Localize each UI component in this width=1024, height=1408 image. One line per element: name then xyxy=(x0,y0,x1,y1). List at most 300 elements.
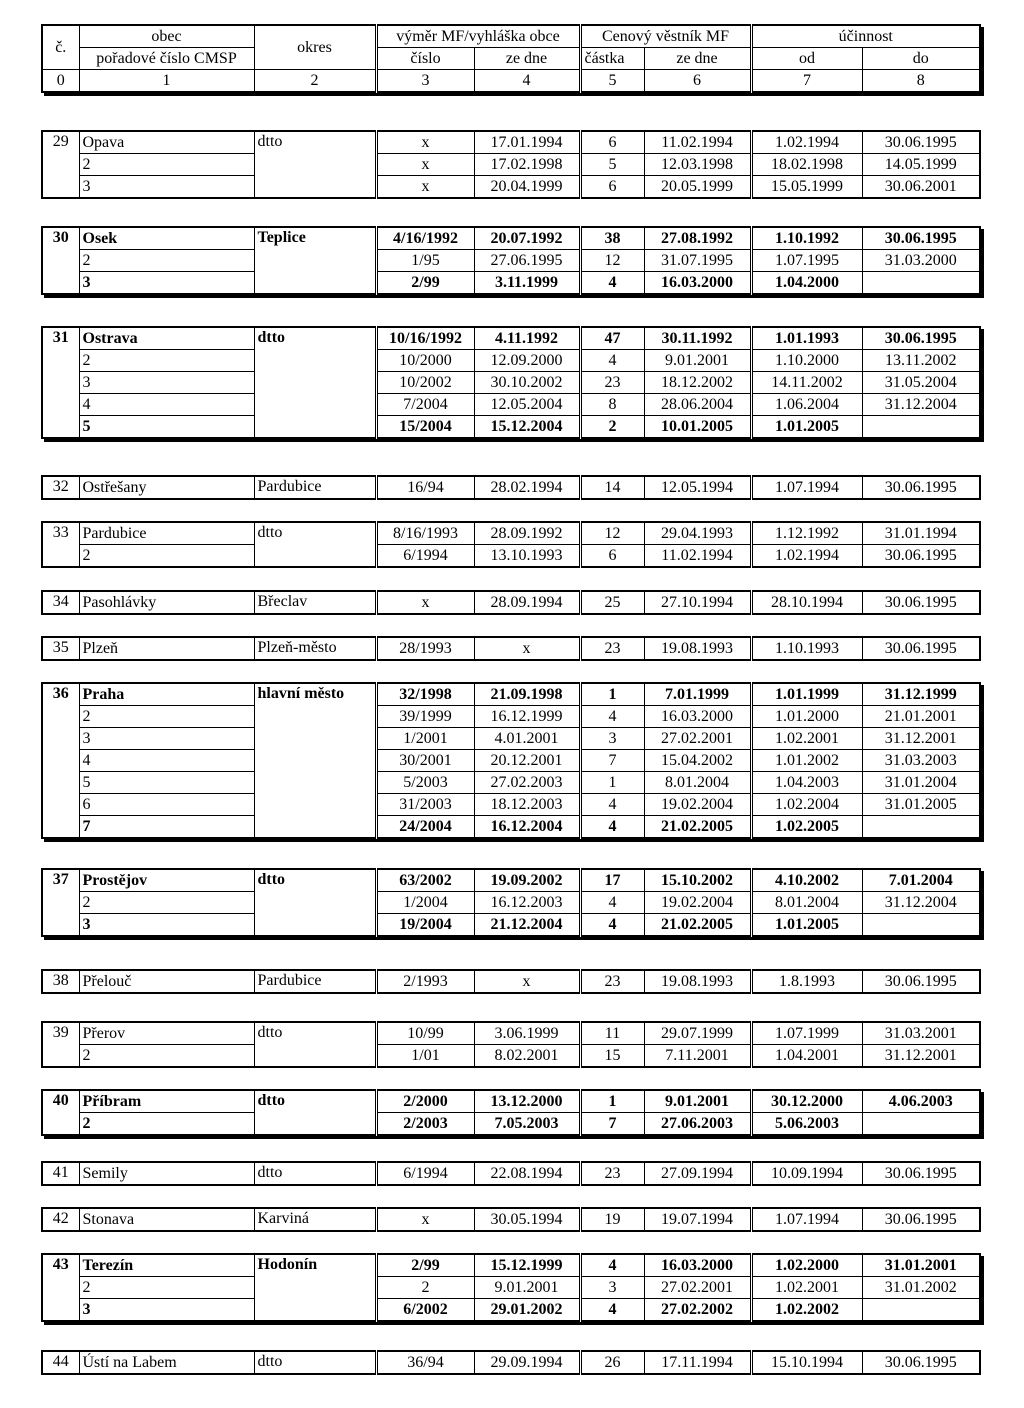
header-cenovy-vestnik: Cenový věstník MF xyxy=(580,25,751,48)
vestnik-ze-dne: 10.01.2005 xyxy=(644,416,751,439)
castka: 38 xyxy=(580,227,644,250)
record-group-41 xyxy=(41,1161,981,1186)
poradove-cislo: 2 xyxy=(79,154,254,176)
castka: 4 xyxy=(580,794,644,816)
ucinnost-do: 30.06.1995 xyxy=(862,545,980,568)
castka: 23 xyxy=(580,970,644,993)
vestnik-ze-dne: 19.07.1994 xyxy=(644,1208,751,1231)
record-number: 32 xyxy=(42,476,79,499)
table-row xyxy=(42,1254,980,1277)
castka: 23 xyxy=(580,637,644,660)
header-index: 5 xyxy=(580,70,644,93)
vymer-cislo: 8/16/1993 xyxy=(376,522,474,545)
castka: 26 xyxy=(580,1351,644,1374)
castka: 4 xyxy=(580,892,644,914)
record-number: 31 xyxy=(42,327,79,438)
okres-name: Hodonín xyxy=(254,1254,376,1321)
vestnik-ze-dne: 7.11.2001 xyxy=(644,1045,751,1068)
ucinnost-od: 28.10.1994 xyxy=(751,591,862,614)
header-vymer: výměr MF/vyhláška obce xyxy=(376,25,580,48)
vymer-ze-dne: 9.01.2001 xyxy=(474,1277,580,1299)
ucinnost-od: 1.02.1994 xyxy=(751,131,862,154)
ucinnost-od: 1.10.1992 xyxy=(751,227,862,250)
record-number: 41 xyxy=(42,1162,79,1185)
vymer-cislo: 10/99 xyxy=(376,1022,474,1045)
poradove-cislo: 7 xyxy=(79,816,254,839)
vymer-cislo: 7/2004 xyxy=(376,394,474,416)
poradove-cislo: 3 xyxy=(79,728,254,750)
ucinnost-od: 15.05.1999 xyxy=(751,176,862,199)
vymer-cislo: x xyxy=(376,131,474,154)
vestnik-ze-dne: 19.02.2004 xyxy=(644,794,751,816)
vestnik-ze-dne: 16.03.2000 xyxy=(644,1254,751,1277)
table-row xyxy=(42,1022,980,1045)
table-row xyxy=(42,176,980,199)
obec-name: Plzeň xyxy=(79,637,254,660)
obec-name: Terezín xyxy=(79,1254,254,1277)
table-row xyxy=(42,728,980,750)
obec-name: Přerov xyxy=(79,1022,254,1045)
table-row xyxy=(42,394,980,416)
castka: 8 xyxy=(580,394,644,416)
castka: 12 xyxy=(580,522,644,545)
record-number: 35 xyxy=(42,637,79,660)
ucinnost-od: 18.02.1998 xyxy=(751,154,862,176)
ucinnost-od: 1.01.2000 xyxy=(751,706,862,728)
ucinnost-do: 31.03.2003 xyxy=(862,750,980,772)
obec-name: Osek xyxy=(79,227,254,250)
poradove-cislo: 6 xyxy=(79,794,254,816)
vestnik-ze-dne: 19.02.2004 xyxy=(644,892,751,914)
vestnik-ze-dne: 12.05.1994 xyxy=(644,476,751,499)
ucinnost-od: 1.02.1994 xyxy=(751,545,862,568)
vymer-ze-dne: 13.12.2000 xyxy=(474,1090,580,1113)
castka: 1 xyxy=(580,1090,644,1113)
table-row xyxy=(42,227,980,250)
vymer-ze-dne: 22.08.1994 xyxy=(474,1162,580,1185)
vestnik-ze-dne: 21.02.2005 xyxy=(644,816,751,839)
castka: 11 xyxy=(580,1022,644,1045)
ucinnost-od: 5.06.2003 xyxy=(751,1113,862,1136)
header-ze-dne-vymer: ze dne xyxy=(474,48,580,70)
castka: 7 xyxy=(580,750,644,772)
table-row xyxy=(42,637,980,660)
header-poradove-cislo: pořadové číslo CMSP xyxy=(79,48,254,70)
table-row xyxy=(42,683,980,706)
ucinnost-do: 7.01.2004 xyxy=(862,869,980,892)
table-row xyxy=(42,416,980,439)
obec-name: Semily xyxy=(79,1162,254,1185)
ucinnost-od: 10.09.1994 xyxy=(751,1162,862,1185)
poradove-cislo: 2 xyxy=(79,1277,254,1299)
ucinnost-od: 1.07.1995 xyxy=(751,250,862,272)
poradove-cislo: 2 xyxy=(79,706,254,728)
ucinnost-od: 1.10.1993 xyxy=(751,637,862,660)
obec-name: Opava xyxy=(79,131,254,154)
table-row xyxy=(42,545,980,568)
table-row xyxy=(42,970,980,993)
okres-name: dtto xyxy=(254,522,376,567)
record-number: 29 xyxy=(42,131,79,198)
vestnik-ze-dne: 12.03.1998 xyxy=(644,154,751,176)
vestnik-ze-dne: 19.08.1993 xyxy=(644,970,751,993)
ucinnost-do: 31.03.2001 xyxy=(862,1022,980,1045)
ucinnost-do: 30.06.1995 xyxy=(862,327,980,350)
vestnik-ze-dne: 27.08.1992 xyxy=(644,227,751,250)
vymer-ze-dne: x xyxy=(474,970,580,993)
vymer-ze-dne: 16.12.1999 xyxy=(474,706,580,728)
castka: 23 xyxy=(580,1162,644,1185)
vestnik-ze-dne: 19.08.1993 xyxy=(644,637,751,660)
record-number: 33 xyxy=(42,522,79,567)
castka: 4 xyxy=(580,350,644,372)
vymer-ze-dne: 29.01.2002 xyxy=(474,1299,580,1322)
record-group-32 xyxy=(41,475,981,500)
vestnik-ze-dne: 15.04.2002 xyxy=(644,750,751,772)
record-group-30 xyxy=(41,226,981,295)
table-row xyxy=(42,750,980,772)
record-number: 38 xyxy=(42,970,79,993)
ucinnost-do: 30.06.1995 xyxy=(862,227,980,250)
vymer-ze-dne: 30.10.2002 xyxy=(474,372,580,394)
vymer-ze-dne: 16.12.2003 xyxy=(474,892,580,914)
castka: 2 xyxy=(580,416,644,439)
record-number: 44 xyxy=(42,1351,79,1374)
header-number: č. xyxy=(42,25,79,70)
table-row xyxy=(42,272,980,295)
header-index: 2 xyxy=(254,70,376,93)
ucinnost-od: 1.07.1994 xyxy=(751,1208,862,1231)
ucinnost-do: 31.01.2004 xyxy=(862,772,980,794)
header-ucinnost: účinnost xyxy=(751,25,980,48)
ucinnost-od: 1.01.2005 xyxy=(751,416,862,439)
obec-name: Praha xyxy=(79,683,254,706)
castka: 4 xyxy=(580,1254,644,1277)
record-group-35 xyxy=(41,636,981,661)
table-row xyxy=(42,794,980,816)
ucinnost-do xyxy=(862,1113,980,1136)
vymer-ze-dne: 12.09.2000 xyxy=(474,350,580,372)
poradove-cislo: 3 xyxy=(79,176,254,199)
vestnik-ze-dne: 15.10.2002 xyxy=(644,869,751,892)
vymer-cislo: 63/2002 xyxy=(376,869,474,892)
vymer-ze-dne: 30.05.1994 xyxy=(474,1208,580,1231)
vestnik-ze-dne: 11.02.1994 xyxy=(644,545,751,568)
castka: 5 xyxy=(580,154,644,176)
obec-name: Ostřešany xyxy=(79,476,254,499)
okres-name: dtto xyxy=(254,1090,376,1135)
okres-name: dtto xyxy=(254,1162,376,1185)
ucinnost-do xyxy=(862,1299,980,1322)
vestnik-ze-dne: 31.07.1995 xyxy=(644,250,751,272)
ucinnost-do: 13.11.2002 xyxy=(862,350,980,372)
vymer-ze-dne: 4.01.2001 xyxy=(474,728,580,750)
vestnik-ze-dne: 27.02.2001 xyxy=(644,1277,751,1299)
ucinnost-do xyxy=(862,272,980,295)
vymer-ze-dne: 20.04.1999 xyxy=(474,176,580,199)
record-number: 42 xyxy=(42,1208,79,1231)
vestnik-ze-dne: 16.03.2000 xyxy=(644,272,751,295)
vymer-ze-dne: 20.12.2001 xyxy=(474,750,580,772)
ucinnost-od: 1.01.1999 xyxy=(751,683,862,706)
vymer-ze-dne: 18.12.2003 xyxy=(474,794,580,816)
header-okres: okres xyxy=(254,25,376,70)
record-group-42 xyxy=(41,1207,981,1232)
okres-name: dtto xyxy=(254,327,376,438)
poradove-cislo: 2 xyxy=(79,1113,254,1136)
record-group-38 xyxy=(41,969,981,994)
vestnik-ze-dne: 27.06.2003 xyxy=(644,1113,751,1136)
vymer-cislo: 2/2000 xyxy=(376,1090,474,1113)
obec-name: Přelouč xyxy=(79,970,254,993)
ucinnost-do: 30.06.1995 xyxy=(862,1162,980,1185)
poradove-cislo: 3 xyxy=(79,372,254,394)
table-row xyxy=(42,1277,980,1299)
obec-name: Stonava xyxy=(79,1208,254,1231)
ucinnost-do: 31.12.2001 xyxy=(862,1045,980,1068)
record-number: 36 xyxy=(42,683,79,838)
okres-name: hlavní město xyxy=(254,683,376,838)
table-row xyxy=(42,250,980,272)
ucinnost-do: 30.06.1995 xyxy=(862,637,980,660)
record-group-34 xyxy=(41,590,981,615)
castka: 1 xyxy=(580,683,644,706)
ucinnost-do: 31.01.2005 xyxy=(862,794,980,816)
table-row xyxy=(42,914,980,937)
vestnik-ze-dne: 17.11.1994 xyxy=(644,1351,751,1374)
ucinnost-od: 1.07.1994 xyxy=(751,476,862,499)
vymer-ze-dne: 27.06.1995 xyxy=(474,250,580,272)
vymer-ze-dne: x xyxy=(474,637,580,660)
ucinnost-do: 4.06.2003 xyxy=(862,1090,980,1113)
ucinnost-do: 30.06.1995 xyxy=(862,1351,980,1374)
ucinnost-do: 30.06.1995 xyxy=(862,131,980,154)
vymer-ze-dne: 19.09.2002 xyxy=(474,869,580,892)
castka: 4 xyxy=(580,706,644,728)
vestnik-ze-dne: 11.02.1994 xyxy=(644,131,751,154)
table-row xyxy=(42,869,980,892)
ucinnost-od: 1.10.2000 xyxy=(751,350,862,372)
ucinnost-do: 31.12.2004 xyxy=(862,394,980,416)
obec-name: Pasohlávky xyxy=(79,591,254,614)
vymer-ze-dne: 17.02.1998 xyxy=(474,154,580,176)
ucinnost-do: 30.06.1995 xyxy=(862,476,980,499)
table-row xyxy=(42,350,980,372)
vymer-cislo: 1/2001 xyxy=(376,728,474,750)
vymer-cislo: 31/2003 xyxy=(376,794,474,816)
vymer-cislo: x xyxy=(376,591,474,614)
poradove-cislo: 3 xyxy=(79,1299,254,1322)
ucinnost-od: 1.02.2001 xyxy=(751,1277,862,1299)
header-castka: částka xyxy=(580,48,644,70)
vymer-ze-dne: 13.10.1993 xyxy=(474,545,580,568)
table-row xyxy=(42,1162,980,1185)
vymer-ze-dne: 28.02.1994 xyxy=(474,476,580,499)
header-table xyxy=(41,24,981,93)
poradove-cislo: 3 xyxy=(79,272,254,295)
okres-name: dtto xyxy=(254,1022,376,1067)
vymer-cislo: 19/2004 xyxy=(376,914,474,937)
vymer-ze-dne: 15.12.1999 xyxy=(474,1254,580,1277)
ucinnost-od: 15.10.1994 xyxy=(751,1351,862,1374)
record-number: 37 xyxy=(42,869,79,936)
table-row xyxy=(42,522,980,545)
poradove-cislo: 2 xyxy=(79,892,254,914)
vymer-cislo: 1/2004 xyxy=(376,892,474,914)
ucinnost-od: 1.12.1992 xyxy=(751,522,862,545)
castka: 6 xyxy=(580,545,644,568)
ucinnost-do: 31.01.1994 xyxy=(862,522,980,545)
table-row xyxy=(42,476,980,499)
vymer-cislo: 36/94 xyxy=(376,1351,474,1374)
castka: 4 xyxy=(580,272,644,295)
vestnik-ze-dne: 9.01.2001 xyxy=(644,350,751,372)
castka: 14 xyxy=(580,476,644,499)
vymer-cislo: 2 xyxy=(376,1277,474,1299)
record-group-39 xyxy=(41,1021,981,1068)
record-number: 34 xyxy=(42,591,79,614)
castka: 4 xyxy=(580,1299,644,1322)
vymer-ze-dne: 7.05.2003 xyxy=(474,1113,580,1136)
vymer-ze-dne: 27.02.2003 xyxy=(474,772,580,794)
table-row xyxy=(42,892,980,914)
ucinnost-do: 30.06.2001 xyxy=(862,176,980,199)
vymer-ze-dne: 16.12.2004 xyxy=(474,816,580,839)
vestnik-ze-dne: 27.02.2001 xyxy=(644,728,751,750)
header-index: 1 xyxy=(79,70,254,93)
poradove-cislo: 5 xyxy=(79,772,254,794)
vestnik-ze-dne: 27.10.1994 xyxy=(644,591,751,614)
ucinnost-od: 1.02.2000 xyxy=(751,1254,862,1277)
poradove-cislo: 3 xyxy=(79,914,254,937)
ucinnost-do: 21.01.2001 xyxy=(862,706,980,728)
ucinnost-od: 14.11.2002 xyxy=(751,372,862,394)
obec-name: Ostrava xyxy=(79,327,254,350)
vymer-cislo: 15/2004 xyxy=(376,416,474,439)
ucinnost-od: 1.04.2001 xyxy=(751,1045,862,1068)
header-index: 8 xyxy=(862,70,980,93)
vestnik-ze-dne: 9.01.2001 xyxy=(644,1090,751,1113)
ucinnost-od: 8.01.2004 xyxy=(751,892,862,914)
header-index: 3 xyxy=(376,70,474,93)
vymer-ze-dne: 12.05.2004 xyxy=(474,394,580,416)
table-row xyxy=(42,1090,980,1113)
vymer-cislo: 1/95 xyxy=(376,250,474,272)
vestnik-ze-dne: 20.05.1999 xyxy=(644,176,751,199)
ucinnost-od: 1.02.2002 xyxy=(751,1299,862,1322)
table-row xyxy=(42,1208,980,1231)
table-row xyxy=(42,1299,980,1322)
okres-name: dtto xyxy=(254,1351,376,1374)
poradove-cislo: 2 xyxy=(79,350,254,372)
ucinnost-od: 1.02.2005 xyxy=(751,816,862,839)
poradove-cislo: 4 xyxy=(79,394,254,416)
castka: 3 xyxy=(580,728,644,750)
okres-name: Karviná xyxy=(254,1208,376,1231)
ucinnost-do xyxy=(862,416,980,439)
table-row xyxy=(42,154,980,176)
castka: 4 xyxy=(580,914,644,937)
obec-name: Prostějov xyxy=(79,869,254,892)
ucinnost-od: 1.07.1999 xyxy=(751,1022,862,1045)
vymer-cislo: 16/94 xyxy=(376,476,474,499)
ucinnost-od: 30.12.2000 xyxy=(751,1090,862,1113)
castka: 19 xyxy=(580,1208,644,1231)
vymer-cislo: 6/1994 xyxy=(376,1162,474,1185)
table-row xyxy=(42,1045,980,1068)
record-number: 40 xyxy=(42,1090,79,1135)
vymer-cislo: 24/2004 xyxy=(376,816,474,839)
vymer-cislo: 5/2003 xyxy=(376,772,474,794)
vestnik-ze-dne: 27.09.1994 xyxy=(644,1162,751,1185)
header-index: 7 xyxy=(751,70,862,93)
vymer-ze-dne: 17.01.1994 xyxy=(474,131,580,154)
poradove-cislo: 2 xyxy=(79,1045,254,1068)
vymer-ze-dne: 15.12.2004 xyxy=(474,416,580,439)
vymer-cislo: 28/1993 xyxy=(376,637,474,660)
castka: 12 xyxy=(580,250,644,272)
castka: 25 xyxy=(580,591,644,614)
ucinnost-do: 31.01.2001 xyxy=(862,1254,980,1277)
vestnik-ze-dne: 29.07.1999 xyxy=(644,1022,751,1045)
table-row xyxy=(42,131,980,154)
ucinnost-do: 31.12.2004 xyxy=(862,892,980,914)
record-group-43 xyxy=(41,1253,981,1322)
ucinnost-do xyxy=(862,914,980,937)
vymer-cislo: 10/16/1992 xyxy=(376,327,474,350)
vymer-cislo: 2/2003 xyxy=(376,1113,474,1136)
ucinnost-od: 1.02.2004 xyxy=(751,794,862,816)
header-od: od xyxy=(751,48,862,70)
ucinnost-od: 1.01.2002 xyxy=(751,750,862,772)
header-index: 0 xyxy=(42,70,79,93)
vymer-ze-dne: 21.12.2004 xyxy=(474,914,580,937)
ucinnost-od: 4.10.2002 xyxy=(751,869,862,892)
ucinnost-od: 1.04.2000 xyxy=(751,272,862,295)
ucinnost-od: 1.02.2001 xyxy=(751,728,862,750)
okres-name: Břeclav xyxy=(254,591,376,614)
obec-name: Ústí na Labem xyxy=(79,1351,254,1374)
record-group-33 xyxy=(41,521,981,568)
ucinnost-od: 1.01.2005 xyxy=(751,914,862,937)
header-obec: obec xyxy=(79,25,254,48)
header-do: do xyxy=(862,48,980,70)
vymer-cislo: x xyxy=(376,176,474,199)
table-row xyxy=(42,591,980,614)
record-group-36 xyxy=(41,682,981,839)
vymer-cislo: 4/16/1992 xyxy=(376,227,474,250)
ucinnost-od: 1.01.1993 xyxy=(751,327,862,350)
ucinnost-do: 30.06.1995 xyxy=(862,1208,980,1231)
vymer-cislo: x xyxy=(376,1208,474,1231)
vymer-cislo: 10/2002 xyxy=(376,372,474,394)
vymer-cislo: 6/2002 xyxy=(376,1299,474,1322)
poradove-cislo: 4 xyxy=(79,750,254,772)
poradove-cislo: 2 xyxy=(79,545,254,568)
table-row xyxy=(42,706,980,728)
vymer-ze-dne: 3.06.1999 xyxy=(474,1022,580,1045)
header-cislo: číslo xyxy=(376,48,474,70)
record-group-29 xyxy=(41,130,981,199)
castka: 47 xyxy=(580,327,644,350)
header-ze-dne-vestnik: ze dne xyxy=(644,48,751,70)
poradove-cislo: 5 xyxy=(79,416,254,439)
ucinnost-od: 1.04.2003 xyxy=(751,772,862,794)
castka: 17 xyxy=(580,869,644,892)
vestnik-ze-dne: 8.01.2004 xyxy=(644,772,751,794)
okres-name: Pardubice xyxy=(254,476,376,499)
vymer-ze-dne: 21.09.1998 xyxy=(474,683,580,706)
